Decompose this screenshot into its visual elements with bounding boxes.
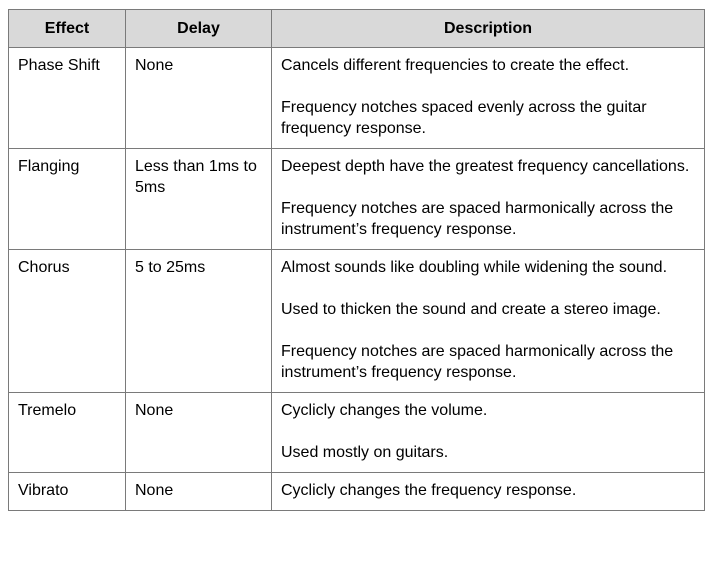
table-row — [9, 149, 705, 250]
description-paragraph: Almost sounds like doubling while widening the sound. — [281, 259, 668, 276]
description-paragraph: Frequency notches are spaced harmonically across the instrument’s frequency response. — [281, 343, 674, 381]
table-body — [9, 48, 705, 511]
table-row — [9, 393, 705, 473]
effect-cell: Flanging — [9, 149, 126, 250]
delay-cell: None — [126, 393, 272, 473]
description-cell — [272, 473, 705, 511]
description-paragraph: Cyclicly changes the volume. — [281, 402, 488, 419]
effect-cell: Tremelo — [9, 393, 126, 473]
description-paragraph: Frequency notches spaced evenly across the guitar frequency response. — [281, 99, 647, 137]
effects-table — [8, 9, 705, 511]
delay-cell: None — [126, 48, 272, 149]
description-cell — [272, 393, 705, 473]
description-cell — [272, 149, 705, 250]
description-paragraph: Deepest depth have the greatest frequency cancellations. — [281, 158, 690, 175]
description-cell — [272, 48, 705, 149]
table-row — [9, 250, 705, 393]
delay-cell: 5 to 25ms — [126, 250, 272, 393]
effect-cell: Phase Shift — [9, 48, 126, 149]
table-row — [9, 48, 705, 149]
header-effect: Effect — [9, 10, 126, 48]
description-paragraph: Used mostly on guitars. — [281, 444, 449, 461]
description-paragraph: Used to thicken the sound and create a stereo image. — [281, 301, 661, 318]
description-paragraph: Cyclicly changes the frequency response. — [281, 482, 577, 499]
table-row — [9, 473, 705, 511]
delay-cell: Less than 1ms to 5ms — [126, 149, 272, 250]
delay-cell: None — [126, 473, 272, 511]
effect-cell: Vibrato — [9, 473, 126, 511]
description-cell — [272, 250, 705, 393]
description-paragraph: Frequency notches are spaced harmonically across the instrument’s frequency response. — [281, 200, 674, 238]
effect-cell: Chorus — [9, 250, 126, 393]
description-paragraph: Cancels different frequencies to create the effect. — [281, 57, 630, 74]
table-header — [9, 10, 705, 48]
header-delay: Delay — [126, 10, 272, 48]
header-row — [9, 10, 705, 48]
header-description: Description — [272, 10, 705, 48]
